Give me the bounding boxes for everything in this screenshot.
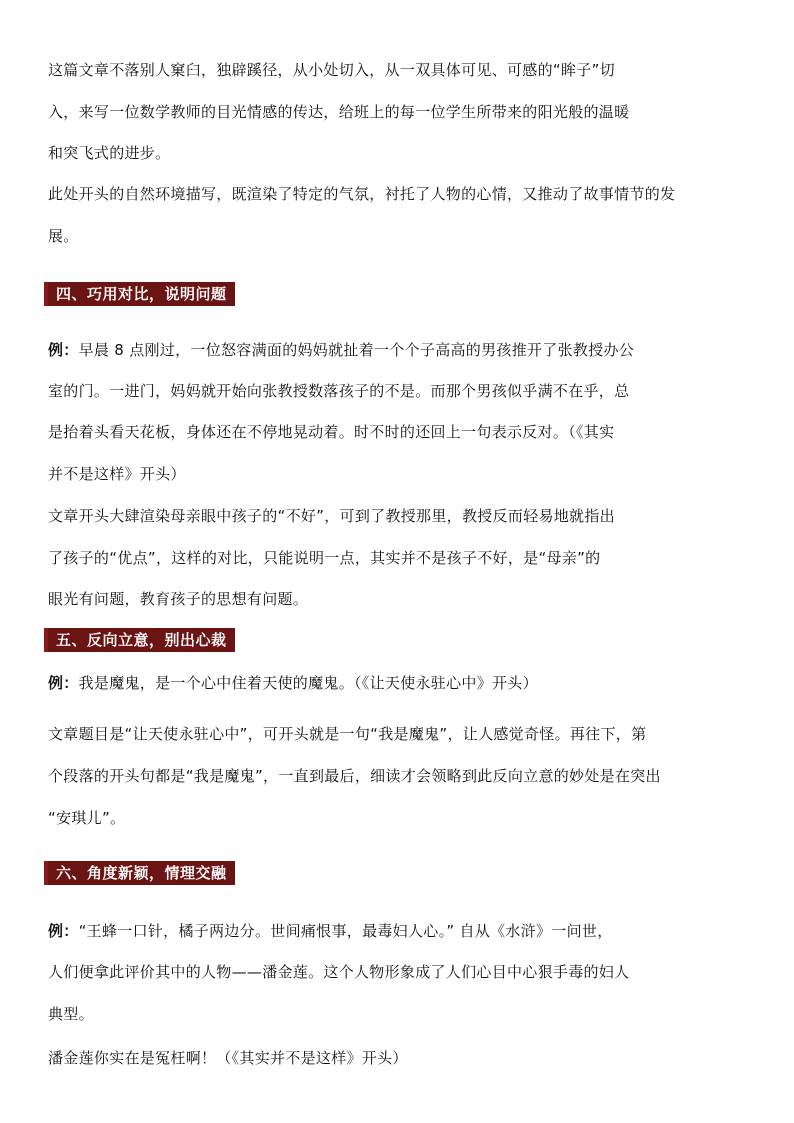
intro-line-3: 和突飞式的进步。 [48,144,171,162]
s6-line-1 [48,920,748,942]
s4-line-1-text: 早晨 8 点刚过，一位怒容满面的妈妈就扯着一个个子高高的男孩推开了张教授办公 [78,341,635,359]
s6-line-4: 潘金莲你实在是冤枉啊！（《其实并不是这样》开头） [48,1049,408,1067]
intro-line-4: 此处开头的自然环境描写，既渲染了特定的气氛，衬托了人物的心情，又推动了故事情节的发 [48,185,676,203]
s4-line-1 [48,339,748,361]
s5-line-3: 个段落的开头句都是“我是魔鬼”，一直到最后，细读才会领略到此反向立意的妙处是在突出 [48,767,661,785]
section-heading-6: 六、角度新颖，情理交融 [48,861,235,885]
s4-line-3: 是抬着头看天花板，身体还在不停地晃动着。时不时的还回上一句表示反对。（《其实 [48,423,615,441]
section-heading-4: 四、巧用对比，说明问题 [48,282,235,306]
s6-line-2: 人们便拿此评价其中的人物——潘金莲。这个人物形象成了人们心目中心狠手毒的妇人 [48,963,630,981]
s5-line-1-text: 我是魔鬼，是一个心中住着天使的魔鬼。（《让天使永驻心中》开头） [78,674,538,692]
section-heading-5: 五、反向立意，别出心裁 [48,628,235,652]
s4-line-5: 文章开头大肆渲染母亲眼中孩子的“不好”，可到了教授那里，教授反而轻易地就指出 [48,507,615,525]
example-label: 例： [48,922,79,940]
intro-line-2: 入，来写一位数学教师的目光情感的传达，给班上的每一位学生所带来的阳光般的温暖 [48,103,630,121]
s6-line-1-text: “王蜂一口针，橘子两边分。世间痛恨事，最毒妇人心。” 自从《水浒》一问世， [78,922,613,940]
intro-line-1: 这篇文章不落别人窠臼，独辟蹊径，从小处切入，从一双具体可见、可感的“眸子”切 [48,61,615,79]
s5-line-4: “安琪儿”。 [48,809,126,827]
s4-line-4: 并不是这样》开头） [48,465,186,483]
s4-line-2: 室的门。一进门，妈妈就开始向张教授数落孩子的不是。而那个男孩似乎满不在乎，总 [48,382,630,400]
s5-line-1 [48,672,748,694]
s5-line-2: 文章题目是“让天使永驻心中”，可开头就是一句“我是魔鬼”，让人感觉奇怪。再往下，第 [48,725,647,743]
s4-line-7: 眼光有问题，教育孩子的思想有问题。 [48,590,309,608]
intro-line-5: 展。 [48,227,79,245]
s6-line-3: 典型。 [48,1005,94,1023]
example-label: 例： [48,341,79,359]
s4-line-6: 了孩子的“优点”，这样的对比，只能说明一点，其实并不是孩子不好，是“母亲”的 [48,549,601,567]
example-label: 例： [48,674,79,692]
